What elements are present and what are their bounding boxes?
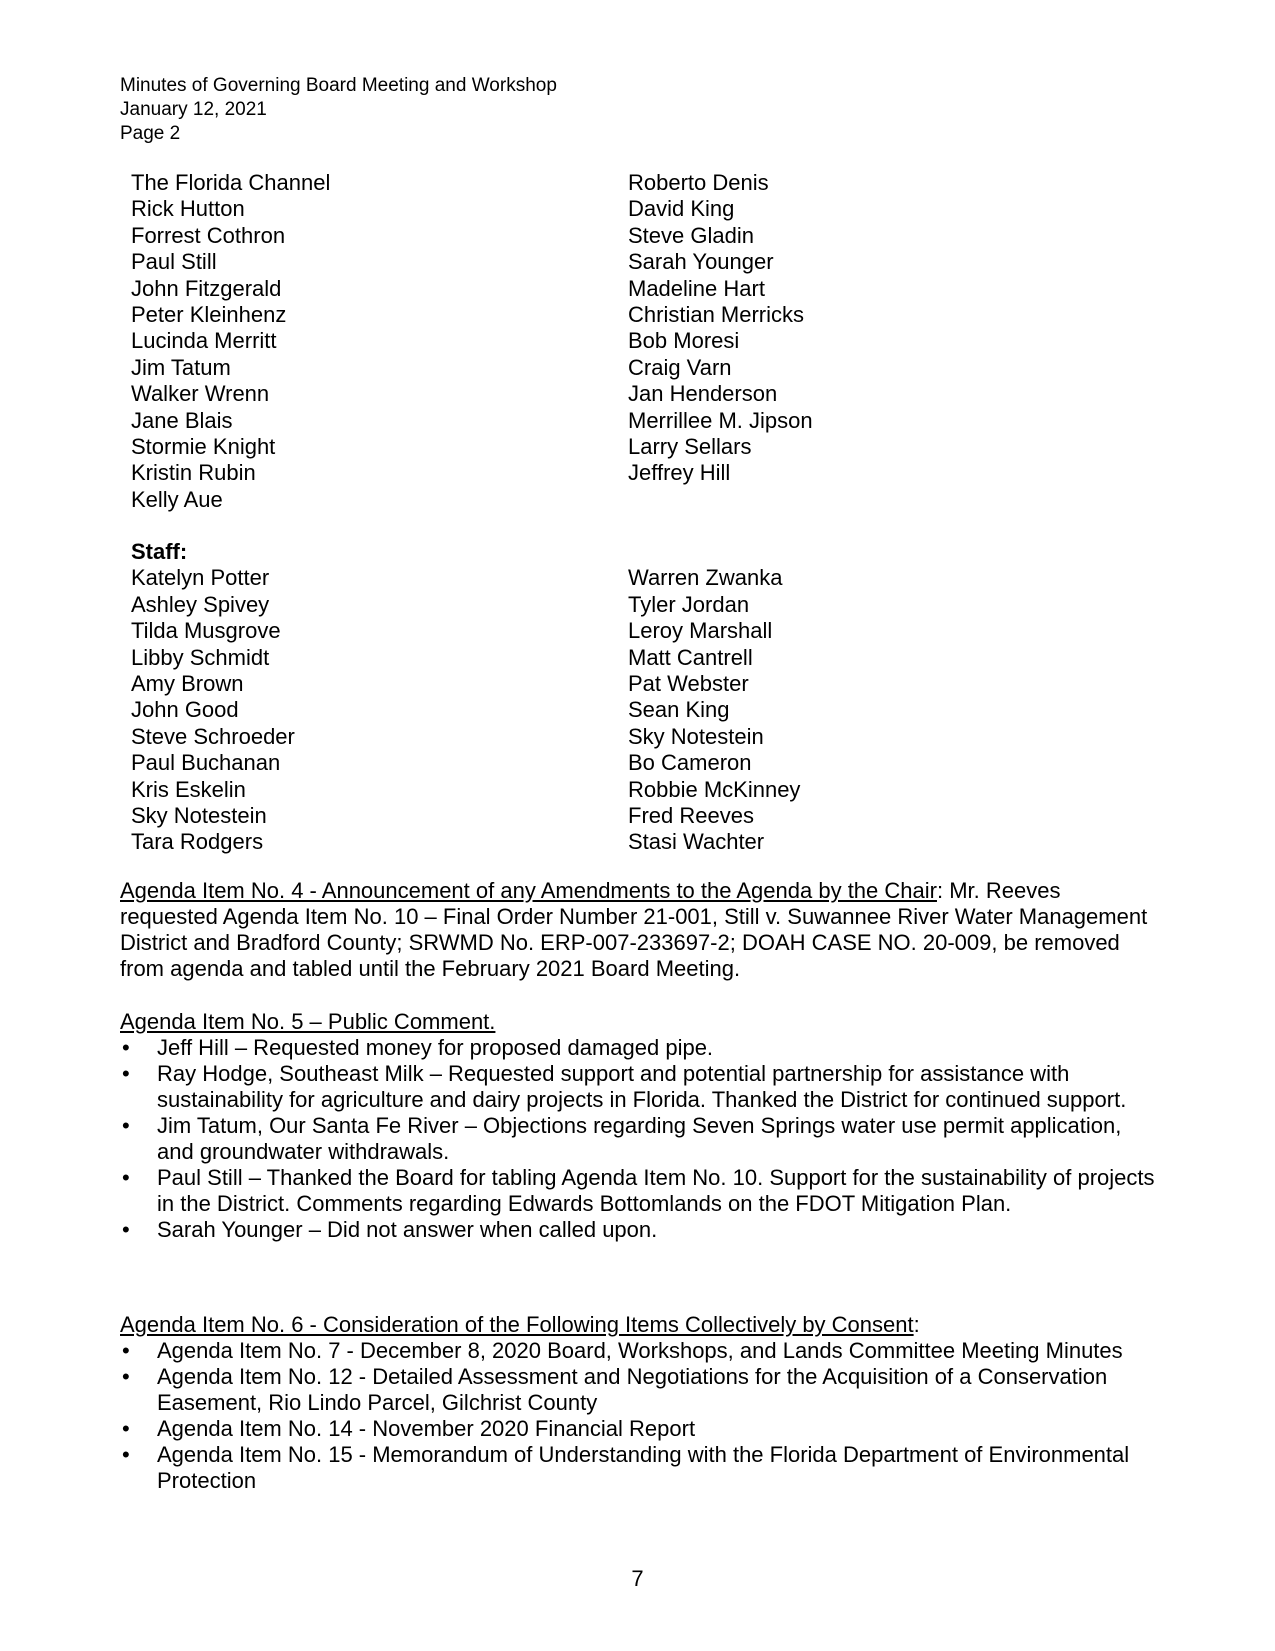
- staff-columns: [131, 565, 1131, 855]
- staff-name: Pat Webster: [628, 671, 749, 697]
- attendee-name: Craig Varn: [628, 354, 732, 380]
- header-page: Page 2: [120, 123, 181, 144]
- header-title: Minutes of Governing Board Meeting and Workshop: [120, 75, 557, 96]
- attendee-lists: [131, 170, 1131, 856]
- public-comment-list: [120, 1035, 1160, 1243]
- agenda-item-6-title: Agenda Item No. 6 - Consideration of the Following Items Collectively by Consent: [120, 1312, 914, 1337]
- staff-name: Bo Cameron: [628, 750, 752, 776]
- agenda-item-6-colon: :: [913, 1312, 920, 1337]
- staff-name: Stasi Wachter: [628, 829, 765, 855]
- attendee-name: Forrest Cothron: [131, 222, 286, 248]
- staff-name: John Good: [131, 697, 239, 723]
- staff-name: Warren Zwanka: [628, 565, 783, 591]
- staff-name: Matt Cantrell: [628, 644, 753, 670]
- attendee-name: Jane Blais: [131, 407, 233, 433]
- staff-name: Fred Reeves: [628, 802, 754, 828]
- consent-item: • Agenda Item No. 12 - Detailed Assessment and Negotiations for the Acquisition of a Conservation Easement, Rio Lindo Parcel, Gilchrist County: [120, 1364, 1160, 1416]
- staff-name: Ashley Spivey: [131, 591, 270, 617]
- public-comment-item: • Jim Tatum, Our Santa Fe River – Objections regarding Seven Springs water use permit application, and groundwater withdrawals.: [120, 1113, 1160, 1165]
- attendee-name: Walker Wrenn: [131, 381, 270, 407]
- agenda-item-4: [120, 878, 1160, 982]
- agenda-item-4-paragraph: [120, 878, 1160, 982]
- attendee-name: John Fitzgerald: [131, 275, 282, 301]
- staff-heading: Staff:: [131, 539, 188, 565]
- agenda-item-4-title: Agenda Item No. 4 - Announcement of any Amendments to the Agenda by the Chair: [120, 878, 937, 903]
- staff-name: Sean King: [628, 697, 730, 723]
- attendee-name: Kristin Rubin: [131, 460, 256, 486]
- public-comment-item: • Jeff Hill – Requested money for proposed damaged pipe.: [120, 1035, 1160, 1061]
- consent-item: • Agenda Item No. 15 - Memorandum of Understanding with the Florida Department of Environmental Protection: [120, 1442, 1160, 1494]
- public-comment-item: • Paul Still – Thanked the Board for tabling Agenda Item No. 10. Support for the sustainability of projects in the District. Comments regarding Edwards Bottomlands on the FDOT Mitigation Plan.: [120, 1165, 1160, 1217]
- attendee-name: Jeffrey Hill: [628, 460, 731, 486]
- staff-name: Libby Schmidt: [131, 644, 270, 670]
- staff-name: Sky Notestein: [131, 802, 267, 828]
- attendee-name: Sarah Younger: [628, 249, 774, 275]
- attendee-name: Paul Still: [131, 249, 217, 275]
- staff-name: Leroy Marshall: [628, 618, 773, 644]
- agenda-item-4-body: : Mr. Reeves requested Agenda Item No. 10 – Final Order Number 21-001, Still v. Suwannee River Water Management District and Bradford County; SRWMD No. ERP-007-233697-2; DOAH CASE NO. 20-009, be removed from agenda and tabled until the February 2021 Board Meeting.: [120, 878, 1148, 981]
- attendee-name: Madeline Hart: [628, 275, 765, 301]
- attendee-name: Bob Moresi: [628, 328, 740, 354]
- attendee-name: The Florida Channel: [131, 170, 331, 195]
- attendee-name: Rick Hutton: [131, 196, 245, 222]
- staff-name: Kris Eskelin: [131, 776, 246, 802]
- attendees-left-column: [131, 170, 628, 513]
- consent-item: • Agenda Item No. 7 - December 8, 2020 Board, Workshops, and Lands Committee Meeting Minutes: [120, 1338, 1160, 1364]
- public-comment-item: • Sarah Younger – Did not answer when called upon.: [120, 1217, 1160, 1243]
- staff-name: Robbie McKinney: [628, 776, 801, 802]
- attendee-name: Stormie Knight: [131, 433, 276, 459]
- attendee-name: Roberto Denis: [628, 170, 769, 195]
- staff-name: Amy Brown: [131, 671, 244, 697]
- staff-name: Steve Schroeder: [131, 723, 295, 749]
- staff-name: Sky Notestein: [628, 723, 764, 749]
- attendee-name: Merrillee M. Jipson: [628, 407, 813, 433]
- consent-item: • Agenda Item No. 14 - November 2020 Financial Report: [120, 1416, 1160, 1442]
- public-comment-item: • Ray Hodge, Southeast Milk – Requested support and potential partnership for assistance with sustainability for agriculture and dairy projects in Florida. Thanked the District for continued support.: [120, 1061, 1160, 1113]
- agenda-item-6: [120, 1312, 1160, 1494]
- staff-name: Katelyn Potter: [131, 565, 270, 591]
- agenda-item-5: [120, 1009, 1160, 1243]
- staff-name: Paul Buchanan: [131, 750, 281, 776]
- attendee-name: Kelly Aue: [131, 486, 223, 512]
- attendee-name: Steve Gladin: [628, 222, 754, 248]
- staff-right-column: [628, 565, 1125, 855]
- attendee-name: Christian Merricks: [628, 301, 805, 327]
- agenda-item-5-heading: [120, 1009, 1160, 1035]
- attendee-name: Peter Kleinhenz: [131, 301, 287, 327]
- attendee-name: Jan Henderson: [628, 381, 778, 407]
- attendees-right-column: [628, 170, 1125, 513]
- attendee-name: David King: [628, 196, 735, 222]
- staff-name: Tara Rodgers: [131, 829, 264, 855]
- staff-name: Tilda Musgrove: [131, 618, 281, 644]
- attendees-columns: [131, 170, 1131, 513]
- page-header: [120, 74, 557, 146]
- agenda-item-5-title: Agenda Item No. 5 – Public Comment.: [120, 1009, 496, 1034]
- staff-name: Tyler Jordan: [628, 591, 750, 617]
- header-date: January 12, 2021: [120, 99, 267, 120]
- page-number: 7: [631, 1566, 644, 1591]
- consent-items-list: [120, 1338, 1160, 1494]
- staff-left-column: [131, 565, 628, 855]
- attendee-name: Lucinda Merritt: [131, 328, 277, 354]
- attendee-name: Larry Sellars: [628, 433, 752, 459]
- agenda-item-6-heading: [120, 1312, 1160, 1338]
- attendee-name: Jim Tatum: [131, 354, 231, 380]
